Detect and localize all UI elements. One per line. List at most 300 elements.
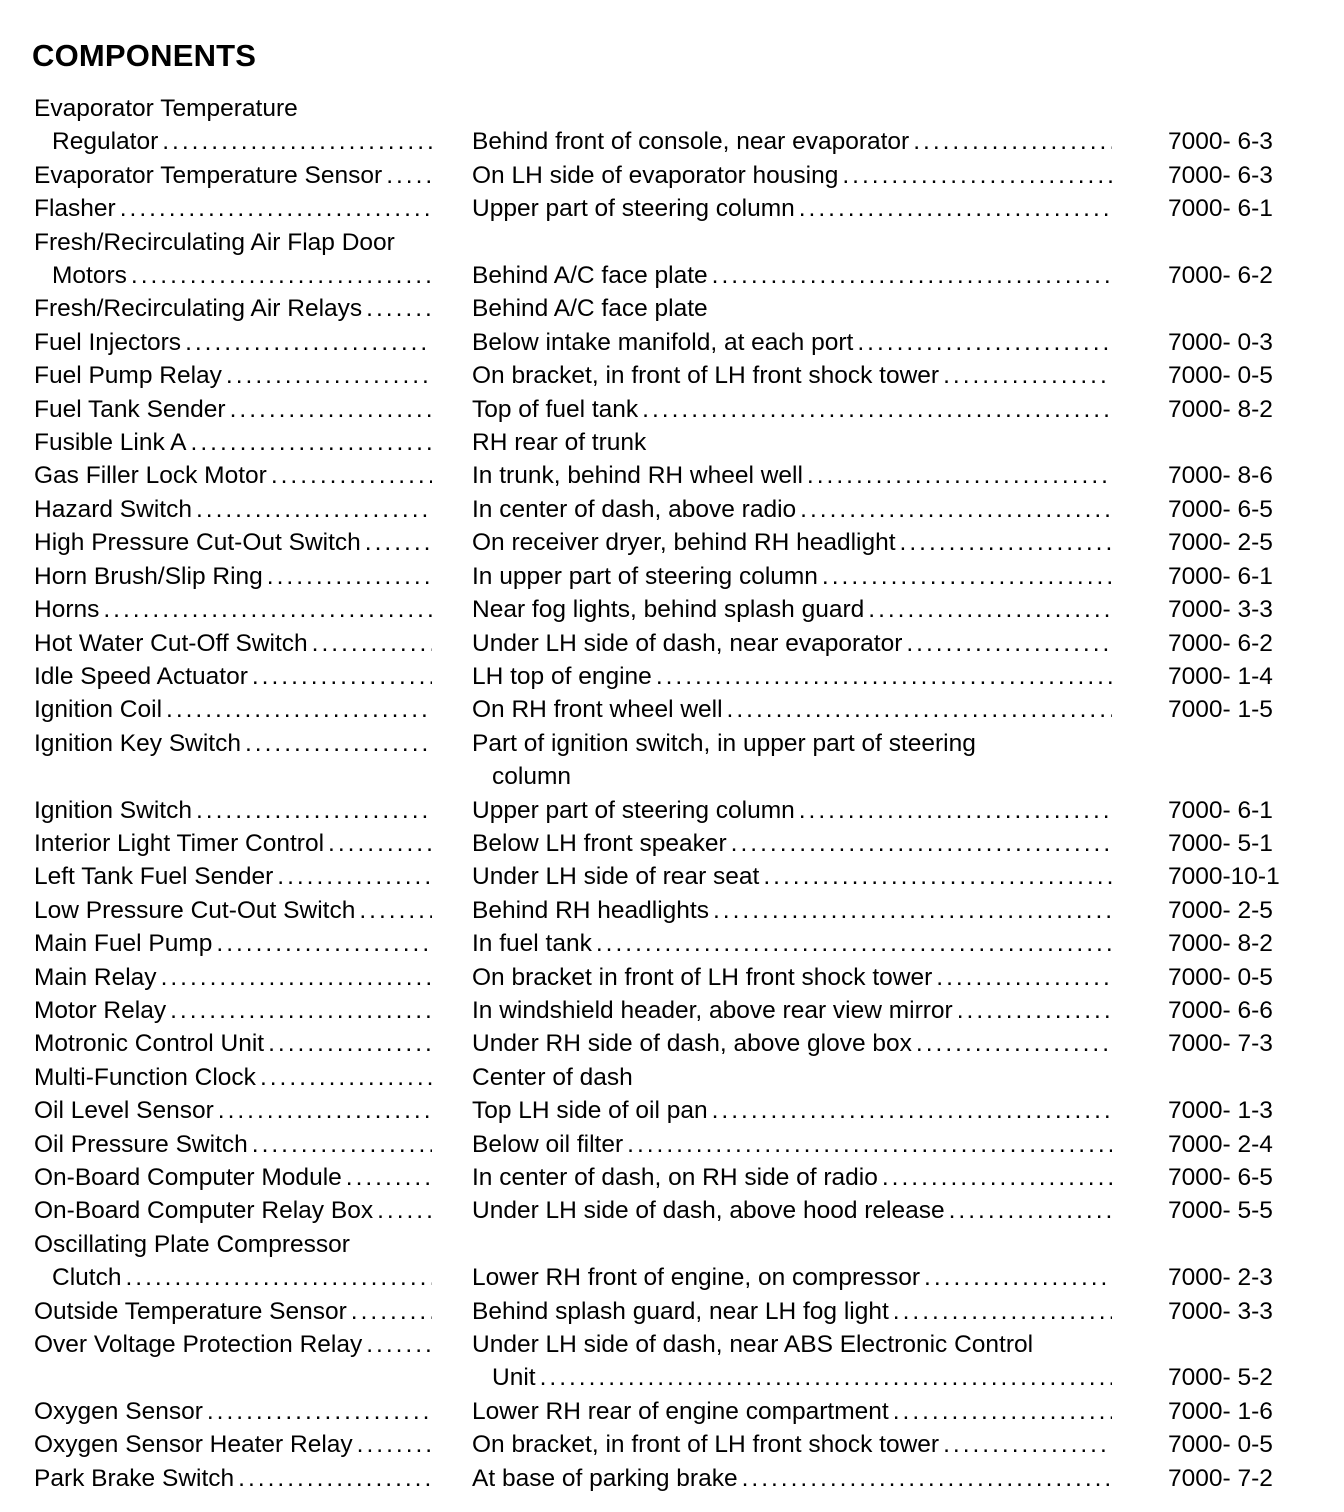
- table-row: [0, 994, 1344, 1027]
- leader-dots: [727, 827, 1112, 860]
- table-row: [0, 1295, 1344, 1328]
- component-name-text: Motor Relay: [34, 996, 167, 1024]
- leader-dots: [157, 961, 432, 994]
- component-ref: [1120, 1462, 1344, 1495]
- component-location-text: Lower RH front of engine, on compressor: [472, 1264, 921, 1292]
- component-location: [440, 1228, 1120, 1261]
- leader-dots: [324, 827, 432, 860]
- component-name-text: Fresh/Recirculating Air Flap Door: [34, 228, 395, 256]
- component-ref: [1120, 526, 1344, 559]
- component-location: [440, 961, 1120, 994]
- component-location-text: On LH side of evaporator housing: [472, 161, 839, 189]
- component-ref: [1120, 226, 1344, 259]
- component-name-text: Ignition Key Switch: [34, 729, 241, 757]
- table-row-continuation: [0, 259, 1344, 292]
- component-ref: [1120, 92, 1344, 125]
- component-ref-text: 7000- 1-3: [1168, 1097, 1273, 1125]
- leader-dots: [536, 1361, 1112, 1394]
- component-name-text: Park Brake Switch: [34, 1464, 235, 1492]
- component-location-cont-text: Unit: [492, 1364, 536, 1392]
- component-ref-text: 7000- 6-2: [1168, 629, 1273, 657]
- component-name: [0, 92, 440, 125]
- component-name: [0, 493, 440, 526]
- table-row: [0, 1194, 1344, 1227]
- component-location-continuation: [440, 1261, 1120, 1294]
- component-location: [440, 393, 1120, 426]
- component-ref-text: 7000- 0-5: [1168, 362, 1273, 390]
- leader-dots: [708, 259, 1112, 292]
- leader-dots: [342, 1161, 432, 1194]
- leader-dots: [248, 660, 432, 693]
- component-ref: [1120, 1295, 1344, 1328]
- leader-dots: [939, 359, 1112, 392]
- component-ref-text: 7000- 8-2: [1168, 395, 1273, 423]
- component-name-continuation: [0, 1261, 440, 1294]
- component-name: [0, 1094, 440, 1127]
- component-name-text: Oxygen Sensor: [34, 1397, 203, 1425]
- leader-dots: [945, 1194, 1112, 1227]
- leader-dots: [902, 627, 1112, 660]
- component-name: [0, 226, 440, 259]
- component-ref: [1120, 359, 1344, 392]
- component-location-text: RH rear of trunk: [472, 429, 647, 457]
- table-row: [0, 393, 1344, 426]
- table-row: [0, 961, 1344, 994]
- leader-dots: [362, 292, 432, 325]
- table-row: [0, 359, 1344, 392]
- table-row: [0, 1161, 1344, 1194]
- component-ref-text: 7000- 1-4: [1168, 662, 1273, 690]
- component-name: [0, 1161, 440, 1194]
- component-ref: [1120, 393, 1344, 426]
- component-name: [0, 359, 440, 392]
- component-location: [440, 1161, 1120, 1194]
- component-location-text: Behind splash guard, near LH fog light: [472, 1297, 889, 1325]
- component-name: [0, 794, 440, 827]
- page-title: COMPONENTS: [32, 38, 257, 73]
- component-location-text: Below intake manifold, at each port: [472, 328, 854, 356]
- component-location-text: LH top of engine: [472, 662, 652, 690]
- component-location: [440, 526, 1120, 559]
- component-name: [0, 627, 440, 660]
- component-location-text: In center of dash, on RH side of radio: [472, 1164, 878, 1191]
- table-row-continuation: [0, 125, 1344, 158]
- component-location-text: On bracket, in front of LH front shock tower: [472, 1431, 940, 1459]
- component-ref: [1120, 1194, 1344, 1227]
- component-location: [440, 1027, 1120, 1060]
- component-ref: [1120, 493, 1344, 526]
- component-ref-text: 7000- 8-2: [1168, 930, 1273, 958]
- leader-dots: [355, 894, 432, 927]
- leader-dots: [212, 927, 432, 960]
- component-name-text: Motronic Control Unit: [34, 1030, 265, 1058]
- leader-dots: [121, 1261, 432, 1294]
- component-name: [0, 326, 440, 359]
- component-location: [440, 359, 1120, 392]
- component-ref: [1120, 1228, 1344, 1261]
- component-name-continuation: [0, 259, 440, 292]
- component-name: [0, 927, 440, 960]
- table-row: [0, 459, 1344, 492]
- table-row: [0, 426, 1344, 459]
- component-ref-text: 7000-10-1: [1168, 863, 1280, 891]
- table-row: [0, 1128, 1344, 1161]
- component-location: [440, 894, 1120, 927]
- leader-dots: [234, 1462, 432, 1495]
- component-location-text: At base of parking brake: [472, 1464, 738, 1492]
- table-row: [0, 627, 1344, 660]
- leader-dots: [803, 459, 1112, 492]
- component-name: [0, 1027, 440, 1060]
- leader-dots: [795, 794, 1112, 827]
- component-ref-text: 7000- 6-3: [1168, 161, 1273, 189]
- leader-dots: [896, 526, 1112, 559]
- leader-dots: [226, 393, 432, 426]
- leader-dots: [796, 493, 1112, 526]
- component-name-text: Oil Pressure Switch: [34, 1130, 248, 1158]
- component-name: [0, 860, 440, 893]
- component-ref: [1120, 760, 1344, 793]
- table-row: [0, 159, 1344, 192]
- component-name-text: On-Board Computer Module: [34, 1164, 342, 1191]
- component-name-cont-text: Regulator: [52, 128, 159, 156]
- table-row: [0, 326, 1344, 359]
- component-name-text: Fusible Link A: [34, 429, 187, 457]
- component-name: [0, 560, 440, 593]
- leader-dots: [738, 1462, 1112, 1495]
- component-location-continuation: [440, 125, 1120, 158]
- component-location-cont-text: column: [492, 763, 571, 791]
- component-location: [440, 927, 1120, 960]
- leader-dots: [889, 1295, 1112, 1328]
- leader-dots: [347, 1295, 432, 1328]
- component-name: [0, 1428, 440, 1461]
- leader-dots: [592, 927, 1112, 960]
- leader-dots: [889, 1395, 1112, 1428]
- component-location: [440, 192, 1120, 225]
- component-name-cont-text: Motors: [52, 262, 127, 290]
- component-location-text: Near fog lights, behind splash guard: [472, 596, 865, 624]
- component-name-text: Idle Speed Actuator: [34, 662, 248, 690]
- component-location: [440, 1395, 1120, 1428]
- leader-dots: [267, 459, 432, 492]
- component-name-text: Outside Temperature Sensor: [34, 1297, 347, 1325]
- component-ref: [1120, 727, 1344, 760]
- component-ref: [1120, 627, 1344, 660]
- table-row: [0, 1428, 1344, 1461]
- component-name: [0, 660, 440, 693]
- component-location-text: In upper part of steering column: [472, 562, 818, 590]
- component-location: [440, 860, 1120, 893]
- component-location-text: Upper part of steering column: [472, 195, 795, 223]
- component-ref: [1120, 125, 1344, 158]
- leader-dots: [273, 860, 432, 893]
- component-location: [440, 326, 1120, 359]
- component-location: [440, 727, 1120, 760]
- component-ref: [1120, 927, 1344, 960]
- component-location-text: Behind RH headlights: [472, 896, 709, 924]
- component-name: [0, 393, 440, 426]
- component-ref-text: 7000- 5-5: [1168, 1197, 1273, 1225]
- component-location-text: On bracket in front of LH front shock tower: [472, 963, 933, 991]
- component-name: [0, 1462, 440, 1495]
- leader-dots: [308, 627, 432, 660]
- leader-dots: [166, 994, 432, 1027]
- table-row: [0, 827, 1344, 860]
- component-name-continuation: [0, 1361, 440, 1394]
- component-location-text: In windshield header, above rear view mirror: [472, 996, 953, 1024]
- component-ref: [1120, 1395, 1344, 1428]
- component-name-text: Fuel Injectors: [34, 328, 182, 356]
- component-location-text: Under LH side of dash, near evaporator: [472, 629, 903, 657]
- component-name: [0, 426, 440, 459]
- component-ref: [1120, 426, 1344, 459]
- component-ref: [1120, 292, 1344, 325]
- leader-dots: [932, 961, 1112, 994]
- component-name: [0, 1128, 440, 1161]
- table-row-continuation: [0, 760, 1344, 793]
- component-name: [0, 1395, 440, 1428]
- component-ref: [1120, 1094, 1344, 1127]
- component-ref-text: 7000- 2-4: [1168, 1130, 1273, 1158]
- component-ref: [1120, 660, 1344, 693]
- component-name-continuation: [0, 760, 440, 793]
- component-name-text: On-Board Computer Relay Box: [34, 1197, 374, 1225]
- component-location-text: On bracket, in front of LH front shock tower: [472, 362, 940, 390]
- component-ref-text: 7000- 7-3: [1168, 1030, 1273, 1058]
- component-name-text: Fuel Pump Relay: [34, 362, 222, 390]
- component-location: [440, 1194, 1120, 1227]
- leader-dots: [818, 560, 1112, 593]
- component-location-text: Below oil filter: [472, 1130, 624, 1158]
- leader-dots: [709, 894, 1112, 927]
- table-row-continuation: [0, 1261, 1344, 1294]
- component-ref-text: 7000- 6-5: [1168, 495, 1273, 523]
- leader-dots: [382, 159, 432, 192]
- component-location: [440, 693, 1120, 726]
- leader-dots: [759, 860, 1112, 893]
- component-ref: [1120, 994, 1344, 1027]
- component-name: [0, 1194, 440, 1227]
- component-location-text: Below LH front speaker: [472, 829, 727, 857]
- component-ref-text: 7000- 6-1: [1168, 195, 1273, 223]
- component-ref: [1120, 860, 1344, 893]
- component-location: [440, 493, 1120, 526]
- component-ref-text: 7000- 6-3: [1168, 128, 1273, 156]
- component-location-text: In trunk, behind RH wheel well: [472, 462, 803, 490]
- leader-dots: [192, 794, 432, 827]
- component-ref-text: 7000- 6-1: [1168, 562, 1273, 590]
- component-location-text: Behind front of console, near evaporator: [472, 128, 910, 156]
- component-location: [440, 459, 1120, 492]
- leader-dots: [263, 560, 432, 593]
- component-ref: [1120, 1361, 1344, 1394]
- component-location-text: Under LH side of dash, above hood release: [472, 1197, 945, 1225]
- leader-dots: [192, 493, 432, 526]
- table-row: [0, 593, 1344, 626]
- component-location-text: On receiver dryer, behind RH headlight: [472, 529, 896, 557]
- table-row: [0, 927, 1344, 960]
- component-location: [440, 1128, 1120, 1161]
- component-name-text: Evaporator Temperature Sensor: [34, 161, 383, 189]
- component-location: [440, 994, 1120, 1027]
- leader-dots: [652, 660, 1112, 693]
- component-location: [440, 1094, 1120, 1127]
- component-ref: [1120, 1128, 1344, 1161]
- component-location: [440, 426, 1120, 459]
- component-ref: [1120, 1027, 1344, 1060]
- component-name-text: Main Fuel Pump: [34, 930, 213, 958]
- component-ref: [1120, 693, 1344, 726]
- component-location: [440, 1061, 1120, 1094]
- component-ref-text: 7000- 5-1: [1168, 829, 1273, 857]
- leader-dots: [203, 1395, 432, 1428]
- component-name: [0, 192, 440, 225]
- component-ref: [1120, 326, 1344, 359]
- table-row: [0, 1395, 1344, 1428]
- component-name: [0, 693, 440, 726]
- component-ref: [1120, 459, 1344, 492]
- component-location-text: Part of ignition switch, in upper part of steering: [472, 729, 976, 757]
- leader-dots: [127, 259, 432, 292]
- leader-dots: [362, 1328, 432, 1361]
- component-location: [440, 593, 1120, 626]
- component-name: [0, 593, 440, 626]
- component-ref: [1120, 894, 1344, 927]
- table-row: [0, 1061, 1344, 1094]
- leader-dots: [361, 526, 432, 559]
- leader-dots: [353, 1428, 432, 1461]
- component-name-text: Interior Light Timer Control: [34, 829, 325, 857]
- component-name-text: Low Pressure Cut-Out Switch: [34, 896, 356, 924]
- table-row: [0, 1462, 1344, 1495]
- leader-dots: [920, 1261, 1112, 1294]
- component-name-text: Gas Filler Lock Motor: [34, 462, 267, 490]
- component-name-text: Oil Level Sensor: [34, 1097, 214, 1125]
- leader-dots: [241, 727, 432, 760]
- component-ref: [1120, 1261, 1344, 1294]
- leader-dots: [248, 1128, 432, 1161]
- leader-dots: [708, 1094, 1112, 1127]
- component-name-continuation: [0, 125, 440, 158]
- component-location-text: Behind A/C face plate: [472, 295, 708, 323]
- component-ref-text: 7000- 1-6: [1168, 1397, 1273, 1425]
- component-name-text: Horns: [34, 596, 100, 624]
- component-location-text: Upper part of steering column: [472, 796, 795, 824]
- component-ref-text: 7000- 6-6: [1168, 996, 1273, 1024]
- component-location-text: In fuel tank: [472, 930, 592, 958]
- component-ref: [1120, 259, 1344, 292]
- component-location-text: Center of dash: [472, 1063, 633, 1091]
- component-name-text: Left Tank Fuel Sender: [34, 863, 274, 891]
- component-name-text: Hot Water Cut-Off Switch: [34, 629, 308, 657]
- leader-dots: [158, 125, 432, 158]
- leader-dots: [256, 1061, 432, 1094]
- table-row: [0, 226, 1344, 259]
- component-ref-text: 7000- 3-3: [1168, 596, 1273, 624]
- component-location: [440, 1428, 1120, 1461]
- leader-dots: [953, 994, 1112, 1027]
- component-location: [440, 627, 1120, 660]
- table-row: [0, 727, 1344, 760]
- component-ref-text: 7000- 0-5: [1168, 1431, 1273, 1459]
- leader-dots: [878, 1161, 1112, 1194]
- leader-dots: [116, 192, 432, 225]
- component-name-text: Main Relay: [34, 963, 157, 991]
- component-location: [440, 660, 1120, 693]
- component-location-text: In center of dash, above radio: [472, 495, 797, 523]
- component-location: [440, 560, 1120, 593]
- component-location: [440, 794, 1120, 827]
- component-ref-text: 7000- 2-5: [1168, 896, 1273, 924]
- table-row: [0, 1328, 1344, 1361]
- component-name-text: Oxygen Sensor Heater Relay: [34, 1431, 353, 1459]
- component-location-continuation: [440, 760, 1120, 793]
- component-name: [0, 1061, 440, 1094]
- component-ref: [1120, 1161, 1344, 1194]
- component-ref-text: 7000- 6-1: [1168, 796, 1273, 824]
- table-row: [0, 92, 1344, 125]
- leader-dots: [181, 326, 432, 359]
- component-ref-text: 7000- 2-3: [1168, 1264, 1273, 1292]
- component-name: [0, 1328, 440, 1361]
- leader-dots: [162, 693, 432, 726]
- component-name-cont-text: Clutch: [52, 1264, 122, 1292]
- component-name-text: Ignition Coil: [34, 696, 163, 724]
- component-location-text: Top LH side of oil pan: [472, 1097, 708, 1125]
- component-location: [440, 292, 1120, 325]
- component-location-text: Behind A/C face plate: [472, 262, 708, 290]
- component-location: [440, 1328, 1120, 1361]
- component-ref: [1120, 961, 1344, 994]
- component-name: [0, 827, 440, 860]
- component-name-text: High Pressure Cut-Out Switch: [34, 529, 361, 557]
- table-row: [0, 660, 1344, 693]
- table-row: [0, 794, 1344, 827]
- table-row: [0, 292, 1344, 325]
- component-name: [0, 159, 440, 192]
- component-name: [0, 1228, 440, 1261]
- component-name-text: Multi-Function Clock: [34, 1063, 256, 1091]
- table-row: [0, 1027, 1344, 1060]
- component-location-text: Lower RH rear of engine compartment: [472, 1397, 889, 1425]
- leader-dots: [939, 1428, 1112, 1461]
- table-row: [0, 560, 1344, 593]
- component-name-text: Oscillating Plate Compressor: [34, 1230, 350, 1258]
- component-name: [0, 994, 440, 1027]
- component-name: [0, 526, 440, 559]
- component-ref-text: 7000- 1-5: [1168, 696, 1273, 724]
- table-row: [0, 1094, 1344, 1127]
- component-ref-text: 7000- 2-5: [1168, 529, 1273, 557]
- component-ref: [1120, 560, 1344, 593]
- component-name-text: Fresh/Recirculating Air Relays: [34, 295, 363, 323]
- component-ref-text: 7000- 6-5: [1168, 1164, 1273, 1191]
- leader-dots: [864, 593, 1112, 626]
- component-name-text: Flasher: [34, 195, 116, 223]
- component-name-text: Ignition Switch: [34, 796, 192, 824]
- component-ref: [1120, 1428, 1344, 1461]
- table-row-continuation: [0, 1361, 1344, 1394]
- component-location-text: Under RH side of dash, above glove box: [472, 1030, 912, 1058]
- component-name-text: Hazard Switch: [34, 495, 192, 523]
- component-location: [440, 1462, 1120, 1495]
- component-name-text: Fuel Tank Sender: [34, 395, 226, 423]
- component-ref: [1120, 1061, 1344, 1094]
- components-table: [0, 92, 1344, 1495]
- table-row: [0, 894, 1344, 927]
- component-ref-text: 7000- 0-3: [1168, 328, 1273, 356]
